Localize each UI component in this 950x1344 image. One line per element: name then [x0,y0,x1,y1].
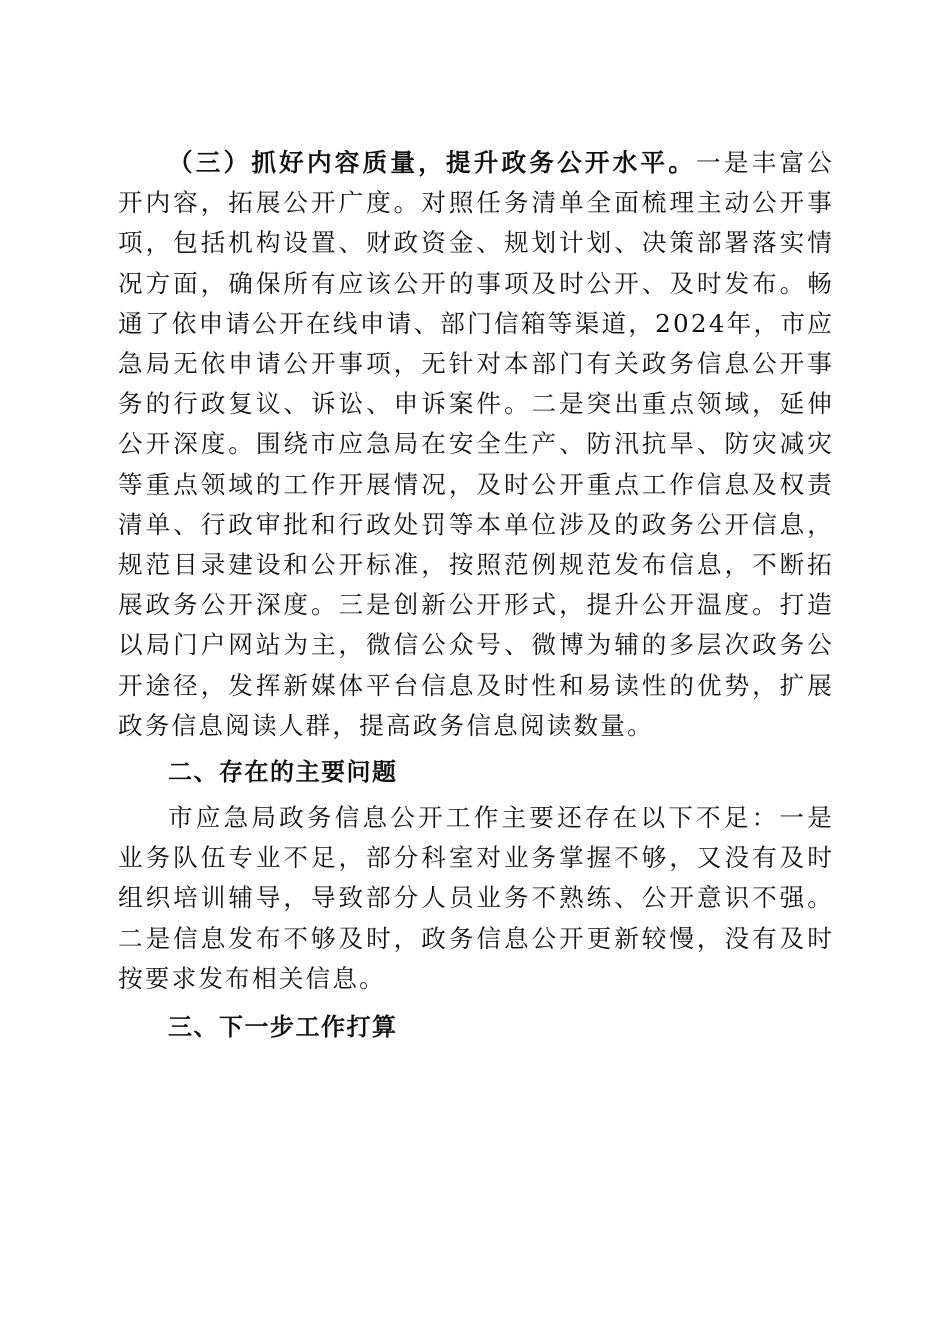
document-body [118,143,834,1047]
section-3-lead: （三）抓好内容质量，提升政务公开水平。 [168,148,697,177]
heading-main-problems: 二、存在的主要问题 [168,758,398,787]
section-3-paragraph [118,143,834,746]
section-3-body: 一是丰富公开内容，拓展公开广度。对照任务清单全面梳理主动公开事项，包括机构设置、财政资金、规划计划、决策部署落实情况方面，确保所有应该公开的事项及时公开、及时发布。畅通了依申请公开在线申请、部门信箱等渠道，2024年，市应急局无依申请公开事项，无针对本部门有关政务信息公开事务的行政复议、诉讼、申诉案件。二是突出重点领域，延伸公开深度。围绕市应急局在安全生产、防汛抗旱、防灾减灾等重点领域的工作开展情况，及时公开重点工作信息及权责清单、行政审批和行政处罚等本单位涉及的政务公开信息，规范目录建设和公开标准，按照范例规范发布信息，不断拓展政务公开深度。三是创新公开形式，提升公开温度。打造以局门户网站为主，微信公众号、微博为辅的多层次政务公开途径，发挥新媒体平台信息及时性和易读性的优势，扩展政务信息阅读人群，提高政务信息阅读数量。 [118,148,834,740]
heading-next-steps: 三、下一步工作打算 [168,1013,398,1042]
problems-paragraph: 市应急局政务信息公开工作主要还存在以下不足：一是业务队伍专业不足，部分科室对业务掌握不够，又没有及时组织培训辅导，导致部分人员业务不熟练、公开意识不强。二是信息发布不够及时，政务信息公开更新较慢，没有及时按要求发布相关信息。 [118,803,834,993]
